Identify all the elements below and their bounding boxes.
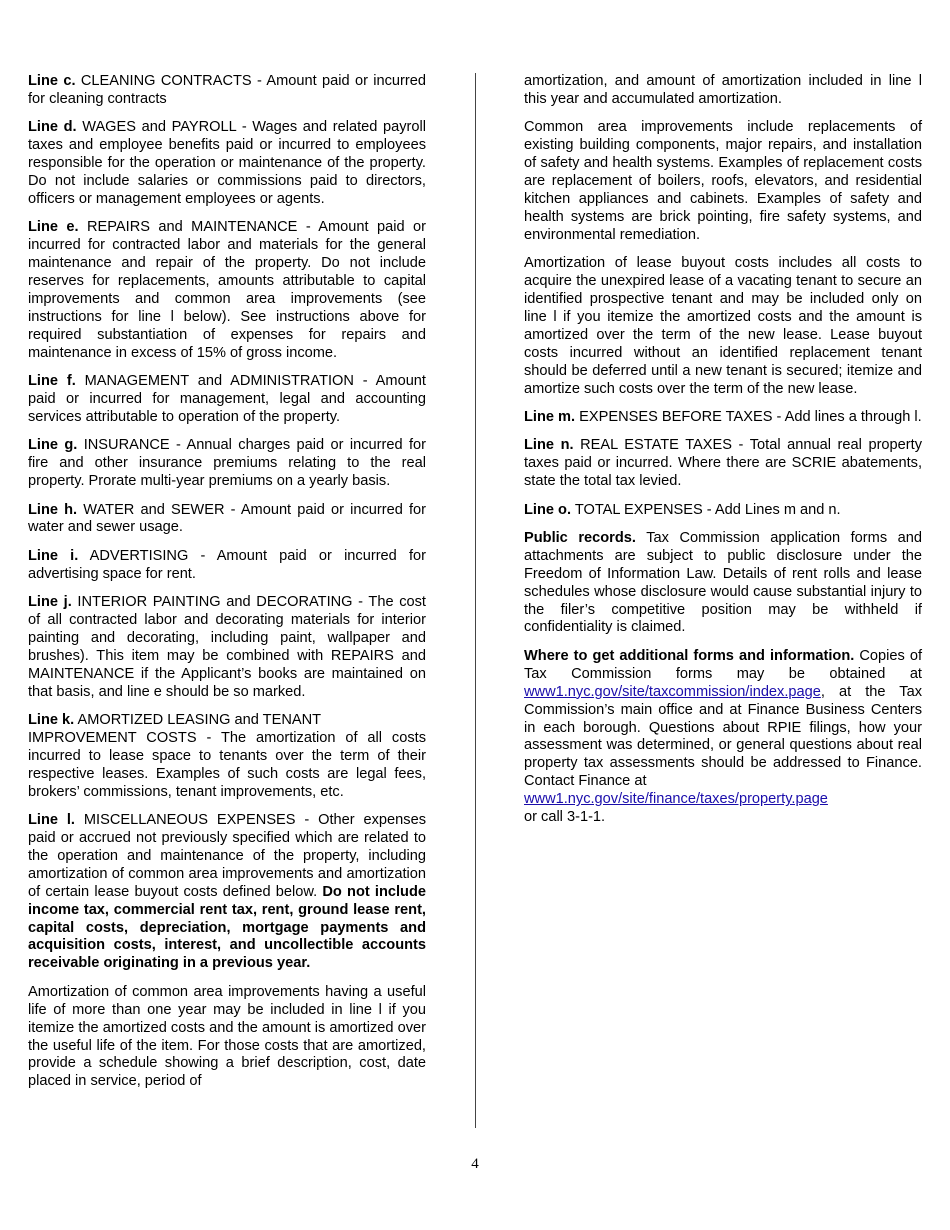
line-o-text: TOTAL EXPENSES - Add Lines m and n.: [571, 501, 841, 518]
line-g-paragraph: [28, 437, 426, 491]
line-f-paragraph: [28, 373, 426, 427]
line-h-paragraph: [28, 502, 426, 538]
line-n-paragraph: [524, 437, 922, 491]
line-e-text: REPAIRS and MAINTENANCE - Amount paid or incurred for contracted labor and materials for the general maintenance and repair of the property. Do not include reserves for replacements, amounts attributable to capital improvements and common area improvements (see instructions for line l below). See instructions above for required substantiation of expenses for repairs and maintenance in excess of 15% of gross income.: [28, 219, 426, 361]
line-c-text: CLEANING CONTRACTS - Amount paid or incurred for cleaning contracts: [28, 73, 427, 107]
line-j-paragraph: [28, 594, 426, 701]
page-number: 4: [471, 1156, 479, 1172]
line-e-paragraph: [28, 219, 426, 362]
call-311-text: or call 3-1-1.: [524, 809, 606, 826]
line-o-label: Line o.: [524, 501, 572, 518]
line-l-label: Line l.: [28, 812, 75, 829]
line-n-text: REAL ESTATE TAXES - Total annual real property taxes paid or incurred. Where there are SCRIE abatements, state the total tax levied.: [524, 437, 922, 490]
where-to-get-label: Where to get additional forms and information.: [524, 647, 855, 664]
line-l-paragraph: [28, 812, 426, 973]
line-d-paragraph: [28, 119, 426, 209]
where-to-get-paragraph: [524, 648, 922, 827]
line-j-text: INTERIOR PAINTING and DECORATING - The cost of all contracted labor and decorating materials for interior painting and decorating, including paint, wallpaper and brushes). This item may be combined with REPAIRS and MAINTENANCE if the Applicant’s books are maintained on that basis, and line e should be so marked.: [28, 594, 426, 700]
line-h-text: WATER and SEWER - Amount paid or incurred for water and sewer usage.: [28, 501, 426, 536]
line-m-paragraph: [524, 409, 922, 427]
line-f-label: Line f.: [28, 373, 76, 390]
line-j-label: Line j.: [28, 594, 72, 611]
line-l-exclusions: Do not include income tax, commercial rent tax, rent, ground lease rent, capital costs, depreciation, mortgage payments and acquisition costs, interest, and uncollectible accounts receivable originating in a previous year.: [28, 883, 426, 972]
line-f-text: MANAGEMENT and ADMINISTRATION - Amount paid or incurred for management, legal and accounting services attributable to operation of the property.: [28, 373, 426, 425]
public-records-text: Tax Commission application forms and attachments are subject to public disclosure under the Freedom of Information Law. Details of rent rolls and lease schedules whose disclosure would cause substantial injury to the filer’s competitive position may be withheld if confidentiality is claimed.: [524, 529, 923, 636]
line-n-label: Line n.: [524, 437, 574, 454]
amortization-paragraph: Amortization of common area improvements having a useful life of more than one year may be included in line l if you itemize the amortized costs and the amount is amortized over the useful life of the item. For those costs that are amortized, provide a schedule showing a brief description, cost, date placed in service, period of: [28, 983, 426, 1090]
line-k-text-first: AMORTIZED LEASING and TENANT: [74, 712, 322, 729]
line-h-label: Line h.: [28, 501, 78, 518]
line-m-text: EXPENSES BEFORE TAXES - Add lines a through l.: [575, 408, 922, 425]
right-column: [524, 73, 922, 837]
line-k-text: IMPROVEMENT COSTS - The amortization of all costs incurred to lease space to tenants over the term of their respective leases. Examples of such costs are legal fees, brokers’ commissions, tenant improvements, etc.: [28, 730, 426, 800]
line-d-text: WAGES and PAYROLL - Wages and related payroll taxes and employee benefits paid or incurred to employees responsible for the operation or maintenance of the property. Do not include salaries or commissions paid to directors, officers or management employees or agents.: [28, 119, 426, 207]
line-e-label: Line e.: [28, 219, 79, 236]
line-i-text: ADVERTISING - Amount paid or incurred for advertising space for rent.: [28, 547, 426, 582]
public-records-label: Public records.: [524, 529, 636, 546]
line-g-text: INSURANCE - Annual charges paid or incurred for fire and other insurance premiums relating to the real property. Prorate multi-year premiums on a yearly basis.: [28, 437, 426, 490]
line-c-label: Line c.: [28, 73, 76, 89]
line-d-label: Line d.: [28, 119, 77, 136]
line-c-paragraph: [28, 73, 426, 109]
finance-property-link[interactable]: www1.nyc.gov/site/finance/taxes/property.page: [524, 791, 828, 808]
line-m-label: Line m.: [524, 408, 576, 425]
tax-commission-link[interactable]: www1.nyc.gov/site/taxcommission/index.page: [524, 683, 821, 700]
public-records-paragraph: [524, 530, 922, 637]
left-column: [28, 73, 426, 1102]
line-i-paragraph: [28, 548, 426, 584]
line-o-paragraph: [524, 502, 922, 520]
line-k-label: Line k.: [28, 712, 75, 729]
line-l-text: MISCELLANEOUS EXPENSES - Other expenses paid or accrued not previously specified which are related to the operation and maintenance of the property, including amortization of common area improvements and amortization of certain lease buyout costs defined below.: [28, 812, 426, 900]
where-to-get-text-1: Copies of Tax Commission forms may be obtained at: [524, 647, 922, 682]
column-divider: [475, 73, 476, 1128]
where-to-get-text-2: , at the Tax Commission’s main office and at Finance Business Centers in each borough. Questions about RPIE filings, how your assessment was determined, or general questions about real property tax assessments should be addressed to Finance. Contact Finance at: [524, 683, 922, 790]
line-g-label: Line g.: [28, 437, 78, 454]
line-k-paragraph: [28, 712, 426, 802]
line-i-label: Line i.: [28, 547, 79, 564]
common-area-paragraph: Common area improvements include replacements of existing building components, major repairs, and installation of safety and health systems. Examples of replacement costs are replacement of boilers, roofs, elevators, and residential kitchen appliances and cabinets. Examples of safety and health systems are brick pointing, fire safety systems, and environmental remediation.: [524, 119, 922, 243]
lease-buyout-paragraph: Amortization of lease buyout costs includes all costs to acquire the unexpired lease of a vacating tenant to secure an identified prospective tenant and may be included only on line l if you itemize the amortized costs and the amount is amortized over the term of the new lease. Lease buyout costs incurred without an identified replacement tenant should be deferred until a new tenant is secured; itemize and amortize such costs over the term of the new lease.: [524, 255, 922, 397]
amortization-continuation: amortization, and amount of amortization included in line l this year and accumulated amortization.: [524, 73, 922, 107]
